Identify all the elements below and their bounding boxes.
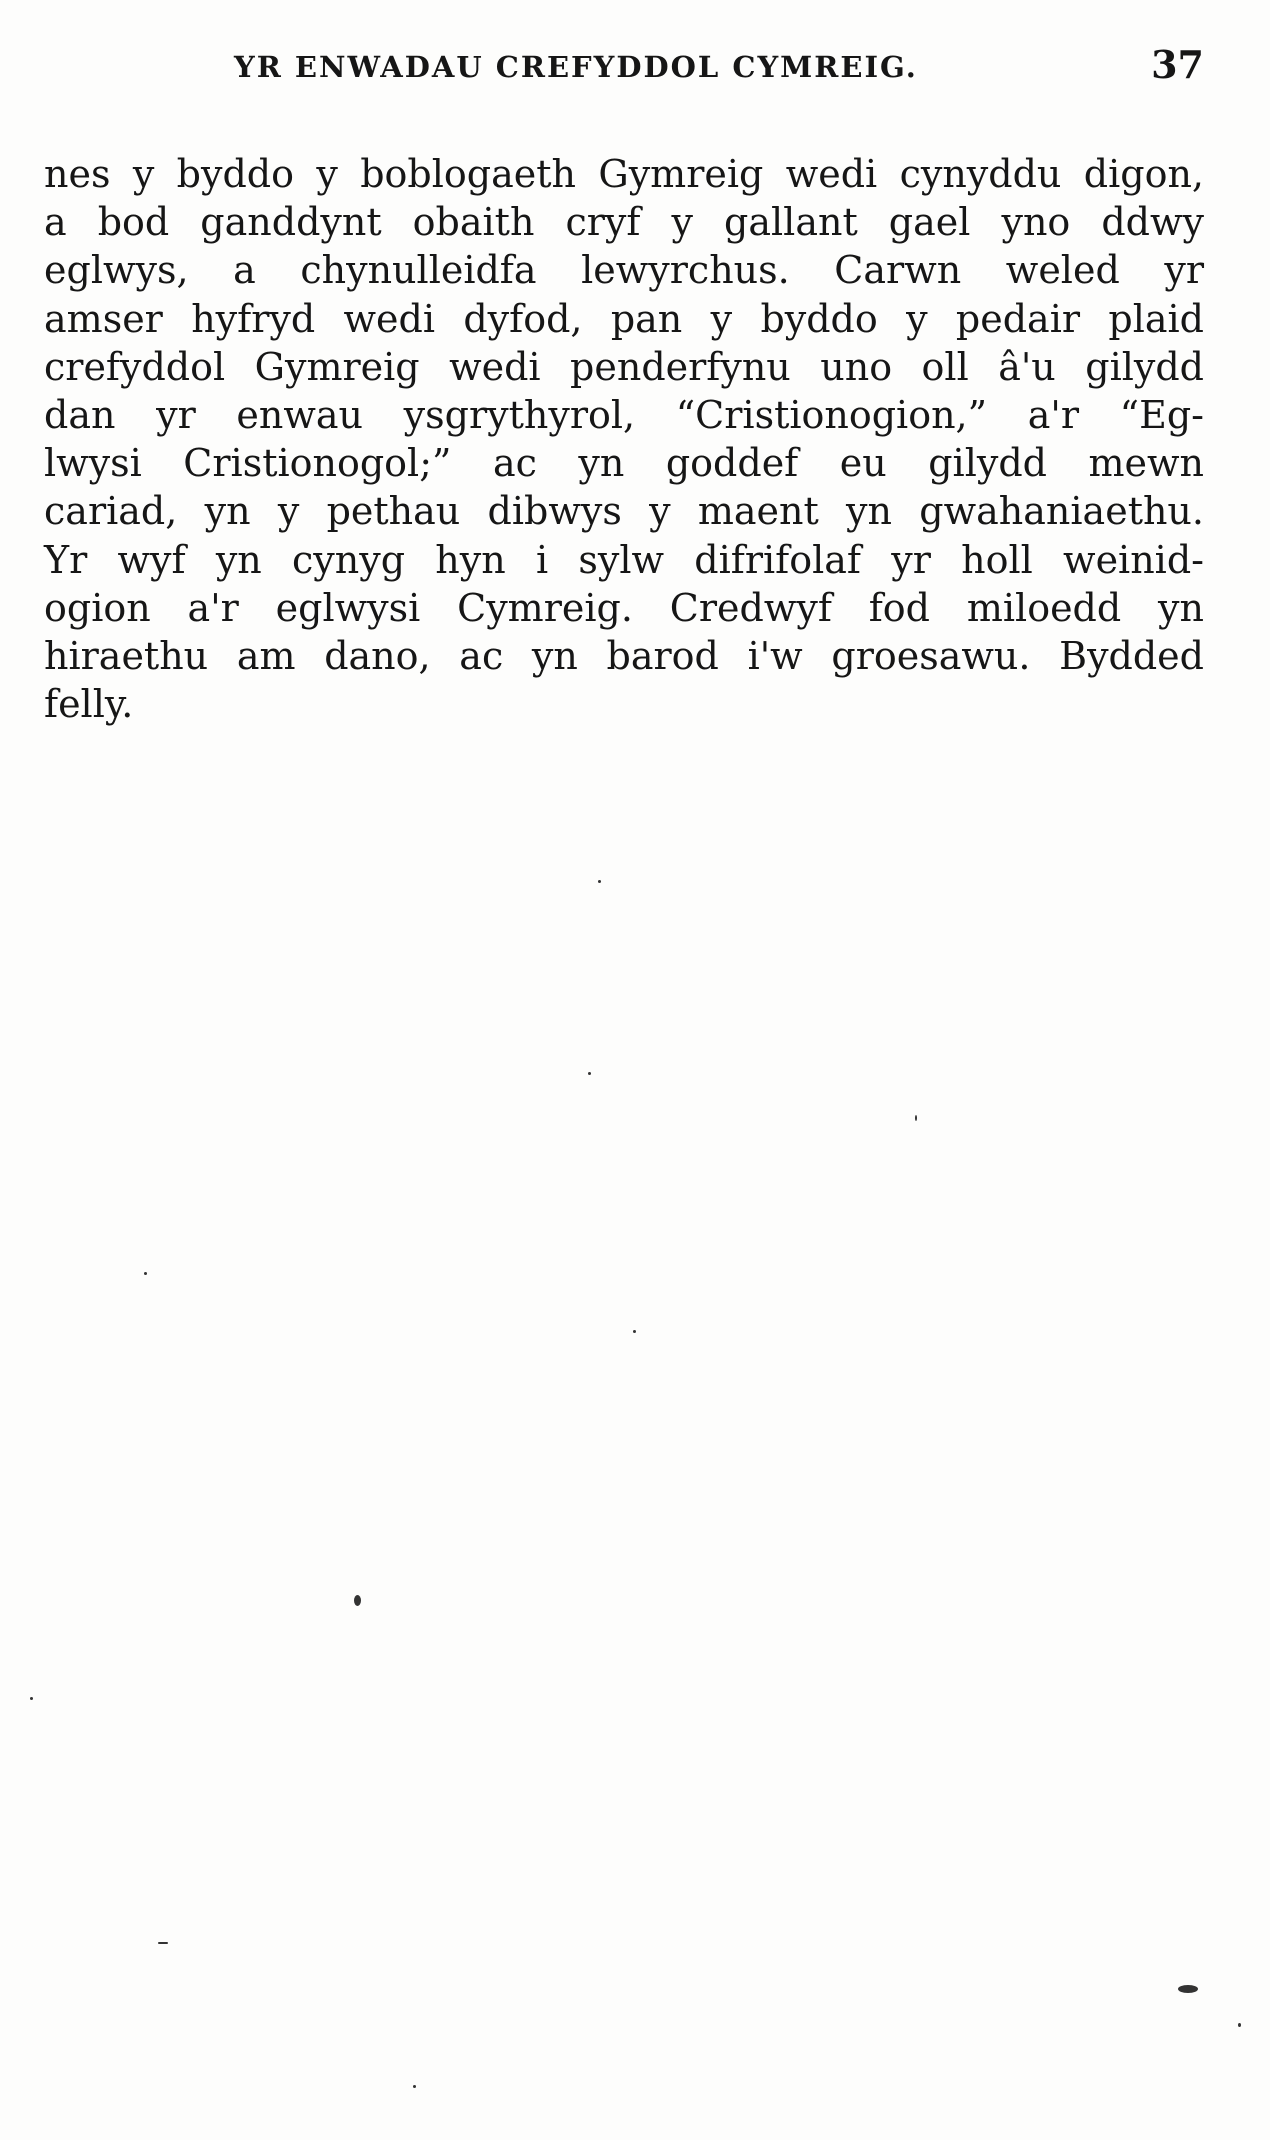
text-line: crefyddol Gymreig wedi penderfynu uno oll â'u gilydd bbox=[44, 344, 1204, 389]
scan-speck bbox=[598, 880, 601, 883]
scan-speck bbox=[354, 1595, 361, 1606]
scan-speck bbox=[1178, 1985, 1198, 1993]
text-line: nes y byddo y boblogaeth Gymreig wedi cynyddu digon, bbox=[44, 152, 1204, 196]
text-line: eglwys, a chynulleidfa lewyrchus. Carwn weled yr bbox=[44, 248, 1204, 293]
scan-speck bbox=[144, 1272, 147, 1275]
text-line: amser hyfryd wedi dyfod, pan y byddo y pedair plaid bbox=[44, 296, 1204, 341]
scan-speck bbox=[633, 1330, 636, 1333]
text-line: ogion a'r eglwysi Cymreig. Credwyf fod miloedd yn bbox=[44, 585, 1204, 630]
scan-speck bbox=[1238, 2023, 1241, 2027]
text-line: lwysi Cristionogol;” ac yn goddef eu gilydd mewn bbox=[44, 441, 1204, 486]
scan-speck bbox=[413, 2085, 416, 2088]
scan-speck bbox=[588, 1072, 591, 1075]
text-line: cariad, yn y pethau dibwys y maent yn gwahaniaethu. bbox=[44, 489, 1204, 534]
text-line: hiraethu am dano, ac yn barod i'w groesawu. Bydded bbox=[44, 633, 1204, 678]
scan-speck bbox=[158, 1942, 168, 1944]
text-line: felly. bbox=[44, 682, 134, 727]
running-head bbox=[44, 42, 1204, 102]
text-line: dan yr enwau ysgrythyrol, “Cristionogion,” a'r “Eg- bbox=[44, 392, 1204, 437]
text-line: a bod ganddynt obaith cryf y gallant gael yno ddwy bbox=[44, 200, 1204, 245]
scan-speck bbox=[30, 1697, 33, 1700]
running-title: YR ENWADAU CREFYDDOL CYMREIG. bbox=[234, 50, 918, 84]
body-paragraph bbox=[44, 150, 1204, 728]
scan-speck bbox=[915, 1115, 917, 1121]
page-number: 37 bbox=[1151, 42, 1204, 87]
text-line: Yr wyf yn cynyg hyn i sylw difrifolaf yr holl weinid- bbox=[44, 537, 1204, 582]
